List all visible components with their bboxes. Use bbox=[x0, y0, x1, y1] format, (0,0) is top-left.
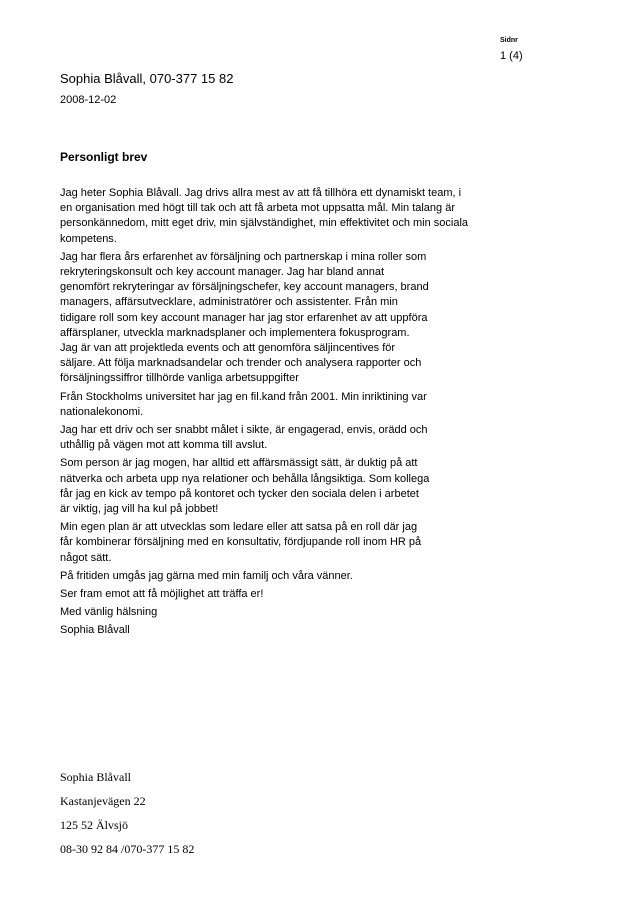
paragraph-line: På fritiden umgås jag gärna med min familj och våra vänner. bbox=[60, 569, 353, 582]
paragraph-line: rekryteringskonsult och key account manager. Jag har bland annat bbox=[60, 266, 385, 279]
letter-body bbox=[60, 186, 530, 642]
paragraph-line: personkännedom, mitt eget driv, min självständighet, min effektivitet och min sociala bbox=[60, 217, 469, 230]
page-label: Sidnr bbox=[500, 37, 518, 44]
contact-name: Sophia Blåvall bbox=[60, 770, 131, 784]
letter-paragraph bbox=[60, 186, 530, 247]
letter-paragraph bbox=[60, 587, 530, 602]
paragraph-line: Jag är van att projektleda events och att genomföra säljincentives för bbox=[60, 342, 396, 355]
paragraph-line: något sätt. bbox=[60, 551, 112, 564]
paragraph-line: Jag heter Sophia Blåvall. Jag drivs allra mest av att få tillhöra ett dynamiskt team, i bbox=[60, 187, 462, 199]
paragraph-line: tidigare roll som key account manager har jag stor erfarenhet av att uppföra bbox=[60, 311, 428, 324]
sender-name-phone: Sophia Blåvall, 070-377 15 82 bbox=[60, 71, 234, 86]
paragraph-line: affärsplaner, utveckla marknadsplaner och implementera fokusprogram. bbox=[60, 326, 410, 339]
letter-paragraph bbox=[60, 569, 530, 584]
paragraph-line: är viktig, jag vill ha kul på jobbet! bbox=[60, 503, 219, 516]
letter-paragraph bbox=[60, 520, 530, 566]
paragraph-line: försäljningssiffror tillhörde vanliga arbetsuppgifter bbox=[60, 372, 299, 385]
paragraph-line: nätverka och arbeta upp nya relationer och behålla långsiktiga. Som kollega bbox=[60, 472, 430, 485]
paragraph-line: Från Stockholms universitet har jag en fil.kand från 2001. Min inriktining var bbox=[60, 390, 427, 403]
paragraph-line: Med vänlig hälsning bbox=[60, 606, 158, 619]
paragraph-line: uthållig på vägen mot att komma till avslut. bbox=[60, 439, 268, 452]
paragraph-line: nationalekonomi. bbox=[60, 405, 144, 418]
contact-phone: 08-30 92 84 /070-377 15 82 bbox=[60, 842, 195, 856]
letter-paragraph bbox=[60, 423, 530, 453]
paragraph-line: genomfört rekryteringar av försäljningschefer, key account managers, brand bbox=[60, 281, 429, 294]
letter-paragraph bbox=[60, 605, 530, 620]
paragraph-line: får jag en kick av tempo på kontoret och tycker den sociala delen i arbetet bbox=[60, 487, 419, 500]
letter-paragraph bbox=[60, 250, 530, 387]
paragraph-line: Sophia Blåvall bbox=[60, 624, 130, 637]
paragraph-line: säljare. Att följa marknadsandelar och trender och analysera rapporter och bbox=[60, 357, 422, 370]
letter-date: 2008-12-02 bbox=[60, 94, 117, 106]
contact-block bbox=[60, 770, 194, 866]
paragraph-line: Som person är jag mogen, har alltid ett affärsmässigt sätt, är duktig på att bbox=[60, 457, 418, 470]
letter-title: Personligt brev bbox=[60, 150, 148, 164]
page-number: 1 (4) bbox=[500, 50, 523, 62]
letter-paragraph bbox=[60, 390, 530, 420]
paragraph-line: Jag har ett driv och ser snabbt målet i sikte, är engagerad, envis, orädd och bbox=[60, 424, 428, 437]
contact-street: Kastanjevägen 22 bbox=[60, 794, 146, 808]
contact-postal: 125 52 Älvsjö bbox=[60, 818, 129, 832]
paragraph-line: Min egen plan är att utvecklas som ledare eller att satsa på en roll där jag bbox=[60, 521, 418, 534]
letter-paragraph bbox=[60, 456, 530, 517]
paragraph-line: får kombinerar försäljning med en konsultativ, fördjupande roll inom HR på bbox=[60, 536, 422, 549]
paragraph-line: Ser fram emot att få möjlighet att träffa er! bbox=[60, 588, 264, 601]
paragraph-line: en organisation med högt till tak och att få arbeta mot uppsatta mål. Min talang är bbox=[60, 202, 456, 215]
paragraph-line: managers, affärsutvecklare, administratörer och assistenter. Från min bbox=[60, 296, 398, 309]
paragraph-line: Jag har flera års erfarenhet av försäljning och partnerskap i mina roller som bbox=[60, 250, 427, 263]
paragraph-line: kompetens. bbox=[60, 232, 117, 245]
letter-paragraph bbox=[60, 623, 530, 638]
